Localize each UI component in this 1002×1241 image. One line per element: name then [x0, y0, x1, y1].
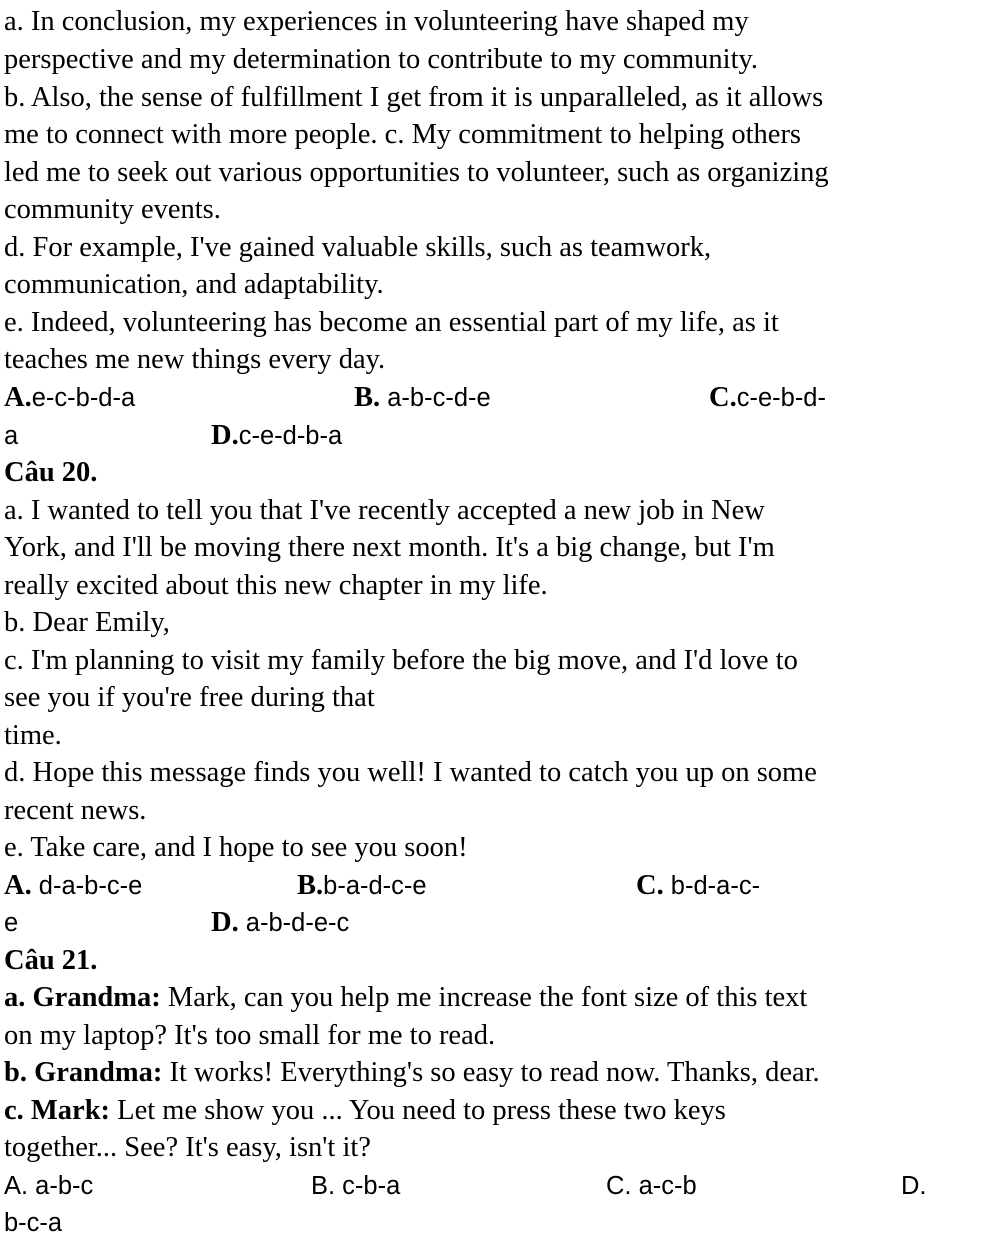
q20-line: recent news.: [4, 795, 147, 826]
q21-line: together... See? It's easy, isn't it?: [4, 1132, 371, 1163]
option-letter: D.: [211, 420, 239, 451]
q21-title: Câu 21.: [4, 945, 98, 976]
option-text: a-b-c-d-e: [380, 384, 491, 412]
q20-option-c[interactable]: [636, 868, 760, 904]
q19-option-b[interactable]: [354, 380, 491, 416]
q20-line: see you if you're free during that: [4, 682, 375, 713]
option-letter: B.: [297, 870, 324, 901]
q19-option-c-wrap: a: [4, 422, 19, 450]
q21-option-d-wrap: b-c-a: [4, 1209, 63, 1237]
q19-option-d[interactable]: [211, 418, 342, 454]
q20-line: b. Dear Emily,: [4, 607, 170, 638]
speaker-label: b. Grandma:: [4, 1057, 163, 1088]
q20-option-c-wrap: e: [4, 909, 19, 937]
q21-line: [4, 980, 807, 1016]
option-letter: D.: [211, 907, 239, 938]
q20-line: d. Hope this message finds you well! I wanted to catch you up on some: [4, 757, 817, 788]
q21-line: on my laptop? It's too small for me to read.: [4, 1020, 496, 1051]
option-text: e-c-b-d-a: [31, 384, 136, 412]
q19-line: communication, and adaptability.: [4, 269, 384, 300]
q20-line: c. I'm planning to visit my family before the big move, and I'd love to: [4, 645, 798, 676]
q21-option-d[interactable]: D.: [901, 1172, 927, 1200]
q20-option-b[interactable]: [297, 868, 427, 904]
q19-option-a[interactable]: [4, 380, 135, 416]
q21-line: [4, 1093, 726, 1129]
q21-option-c[interactable]: C. a-c-b: [606, 1172, 697, 1200]
q19-line: e. Indeed, volunteering has become an essential part of my life, as it: [4, 307, 779, 338]
speaker-label: a. Grandma:: [4, 982, 161, 1013]
option-letter: C.: [636, 870, 664, 901]
q19-line: b. Also, the sense of fulfillment I get from it is unparalleled, as it allows: [4, 82, 824, 113]
q20-line: York, and I'll be moving there next month. It's a big change, but I'm: [4, 532, 775, 563]
option-text: c-e-d-b-a: [238, 422, 343, 450]
speaker-label: c. Mark:: [4, 1095, 111, 1126]
q20-line: time.: [4, 720, 62, 751]
dialogue-text: Let me show you ... You need to press these two keys: [110, 1095, 726, 1126]
q19-line: me to connect with more people. c. My commitment to helping others: [4, 119, 802, 150]
q19-option-c[interactable]: [709, 380, 826, 416]
option-letter: A.: [4, 870, 32, 901]
q21-option-a[interactable]: A. a-b-c: [4, 1172, 94, 1200]
option-text: d-a-b-c-e: [31, 872, 143, 900]
dialogue-text: It works! Everything's so easy to read now. Thanks, dear.: [162, 1057, 820, 1088]
q19-line: led me to seek out various opportunities to volunteer, such as organizing: [4, 157, 829, 188]
q19-line: perspective and my determination to contribute to my community.: [4, 44, 759, 75]
q20-title: Câu 20.: [4, 457, 98, 488]
option-text: c-e-b-d-: [736, 384, 826, 412]
q19-line: community events.: [4, 194, 221, 225]
option-text: b-d-a-c-: [663, 872, 761, 900]
q20-option-a[interactable]: [4, 868, 142, 904]
q19-line: d. For example, I've gained valuable skills, such as teamwork,: [4, 232, 712, 263]
q20-option-d[interactable]: [211, 905, 349, 941]
option-letter: A.: [4, 382, 32, 413]
q19-line: teaches me new things every day.: [4, 344, 386, 375]
dialogue-text: Mark, can you help me increase the font size of this text: [160, 982, 808, 1013]
option-letter: B.: [354, 382, 381, 413]
q20-line: e. Take care, and I hope to see you soon!: [4, 832, 468, 863]
option-letter: C.: [709, 382, 737, 413]
option-text: b-a-d-c-e: [323, 872, 427, 900]
q21-line: [4, 1055, 820, 1091]
q20-line: a. I wanted to tell you that I've recently accepted a new job in New: [4, 495, 765, 526]
option-text: a-b-d-e-c: [238, 909, 350, 937]
q21-option-b[interactable]: B. c-b-a: [311, 1172, 401, 1200]
q20-line: really excited about this new chapter in my life.: [4, 570, 548, 601]
q19-line: a. In conclusion, my experiences in volunteering have shaped my: [4, 6, 749, 37]
